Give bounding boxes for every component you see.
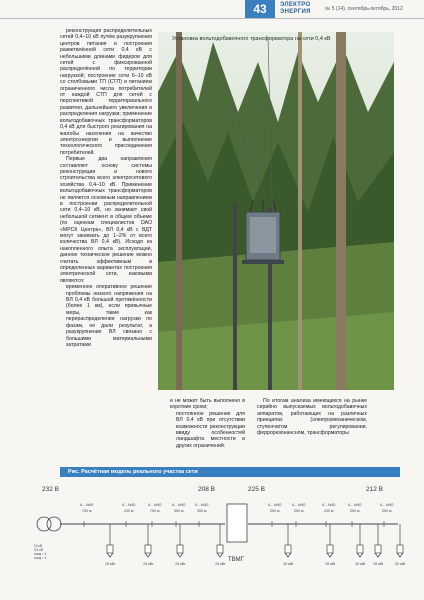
load-label: 15 кВт [105, 562, 116, 566]
load-arrow-icon [177, 553, 183, 557]
voltage-label: 208 В [198, 486, 215, 493]
segment-wire-label: А - 4х50 [80, 503, 94, 507]
paragraph: и не может быть выполнено в короткие сроки; [170, 398, 245, 411]
paragraph: По итогам анализа имеющихся на рынке серийно выпускаемых вольтодобавочных аппаратов, работающих на различных принципах (электромеханическом, ступенчатом регулировании, феррорезонансном, трансформаторы [257, 398, 367, 437]
segment-length-label: 200 м [382, 509, 392, 513]
voltage-label: 232 В [42, 486, 59, 493]
load-arrow-icon [107, 553, 113, 557]
journal-logo: ЭЛЕКТРО ЭНЕРГИЯ [280, 2, 311, 15]
issue-info: № 5 (14), сентябрь-октябрь, 2012 [325, 6, 403, 12]
load-label: 15 кВт [215, 562, 226, 566]
load-label: 15 кВт [143, 562, 154, 566]
source-params: 10 кВ [34, 544, 42, 548]
segment-length-label: 200 м [270, 509, 280, 513]
list-item: постоянное решение для ВЛ 0,4 кВ при отсутствии возможности реконструкции ввиду особенностей ландшафта местности и других ограничений. [176, 410, 245, 449]
load-label: 15 кВт [373, 562, 384, 566]
photo-caption: Установка вольтодобавочного трансформатора на сети 0,4 кВ [172, 36, 331, 42]
load-symbol [397, 545, 403, 553]
load-arrow-icon [327, 553, 333, 557]
load-label: 15 кВт [355, 562, 366, 566]
segment-wire-label: А - 4х50 [292, 503, 306, 507]
network-diagram [30, 479, 410, 584]
figure-caption: Рис. Расчётная модель реального участка сети [60, 467, 400, 477]
segment-wire-label: А - 4х50 [172, 503, 186, 507]
load-label: 15 кВт [325, 562, 336, 566]
segment-length-label: 200 м [294, 509, 304, 513]
middle-column-text [170, 398, 245, 449]
transformer-photo [158, 32, 394, 390]
load-arrow-icon [217, 553, 223, 557]
source-params: cosφ = 1 [34, 552, 47, 556]
segment-length-label: 700 м [82, 509, 92, 513]
segment-wire-label: А - 4х50 [195, 503, 209, 507]
load-symbol [285, 545, 291, 553]
load-arrow-icon [145, 553, 151, 557]
left-column-text [60, 28, 152, 348]
source-params: cosφ = 1 [34, 556, 47, 560]
segment-length-label: 300 м [197, 509, 207, 513]
load-arrow-icon [375, 553, 381, 557]
segment-length-label: 200 м [124, 509, 134, 513]
segment-wire-label: А - 4х50 [148, 503, 162, 507]
network-diagram-svg [30, 479, 410, 584]
voltage-label: 225 В [248, 486, 265, 493]
load-arrow-icon [397, 553, 403, 557]
page-number: 43 [245, 0, 275, 18]
segment-wire-label: А - 4х50 [122, 503, 136, 507]
load-symbol [327, 545, 333, 553]
paragraph: реконструкция распределительных сетей 0,4–10 кВ путём разукрупнения центров питания и построения разветвлённой сети 0,4 кВ с небольшими длинами фидеров для сетей с фиксированной распределённой по территории нагрузкой; построение сети 6–10 кВ со столбовыми ТП (СТП) и питанием ограниченного числа потребителей от каждой СТП для сетей с перспективой территориального развития, дальнейшего увеличения и распределения нагрузки; применение вольтодобавочных трансформаторов 0,4 кВ для быстрого реагирования на жалобы населения на качество электроэнергии и выполнение технологического присоединения потребителей. [60, 28, 152, 156]
load-symbol [107, 545, 113, 553]
segment-wire-label: А - 4х50 [268, 503, 282, 507]
right-column-text [257, 398, 367, 436]
segment-length-label: 300 м [174, 509, 184, 513]
source-params: 0,4 кВ [34, 548, 43, 552]
header-divider [0, 18, 424, 19]
load-arrow-icon [285, 553, 291, 557]
load-symbol [177, 545, 183, 553]
transformer-label: ТВМГ [228, 557, 244, 563]
segment-wire-label: А - 4х50 [380, 503, 394, 507]
load-label: 15 кВт [175, 562, 186, 566]
segment-wire-label: А - 4х50 [348, 503, 362, 507]
segment-wire-label: А - 4х50 [322, 503, 336, 507]
load-symbol [145, 545, 151, 553]
paragraph: Первые два направления составляют основу системы реконструкции и нового строительства всего электросетевого хозяйства 0,4–10 кВ. Применение вольтодобавочных трансформаторов не является основным направлением в построении распределительной сети 0,4–10 кВ, но занимает свой небольшой сегмент в общем объеме (по оценкам специалистов ОАО «МРСК Центра», ВЛ 0,4 кВ с ВДТ могут занимать до 1–2% от всего количества ВЛ 0,4 кВ). Исходя из накопленного опыта эксплуатации, данное техническое решение можно считать эффективным в определенных вариантах построения электрической сети, каковыми являются: [60, 156, 152, 284]
load-label: 20 кВт [395, 562, 406, 566]
source-icon [47, 517, 61, 531]
load-symbol [357, 545, 363, 553]
segment-length-label: 200 м [350, 509, 360, 513]
transformer-symbol [227, 504, 247, 542]
segment-length-label: 200 м [324, 509, 334, 513]
load-symbol [217, 545, 223, 553]
list-item: временное оперативное решение проблемы низкого напряжения на ВЛ 0,4 кВ большой протяжённости (более 1 км), если привычные меры, такие как перераспределение нагрузки по фазам, не дали результат, а разукрупнение ВЛ связано с большими материальными затратами [66, 284, 152, 348]
load-label: 15 кВт [283, 562, 294, 566]
forest-transformer-image [158, 32, 394, 390]
load-symbol [375, 545, 381, 553]
voltage-label: 212 В [366, 486, 383, 493]
segment-length-label: 700 м [150, 509, 160, 513]
load-arrow-icon [357, 553, 363, 557]
